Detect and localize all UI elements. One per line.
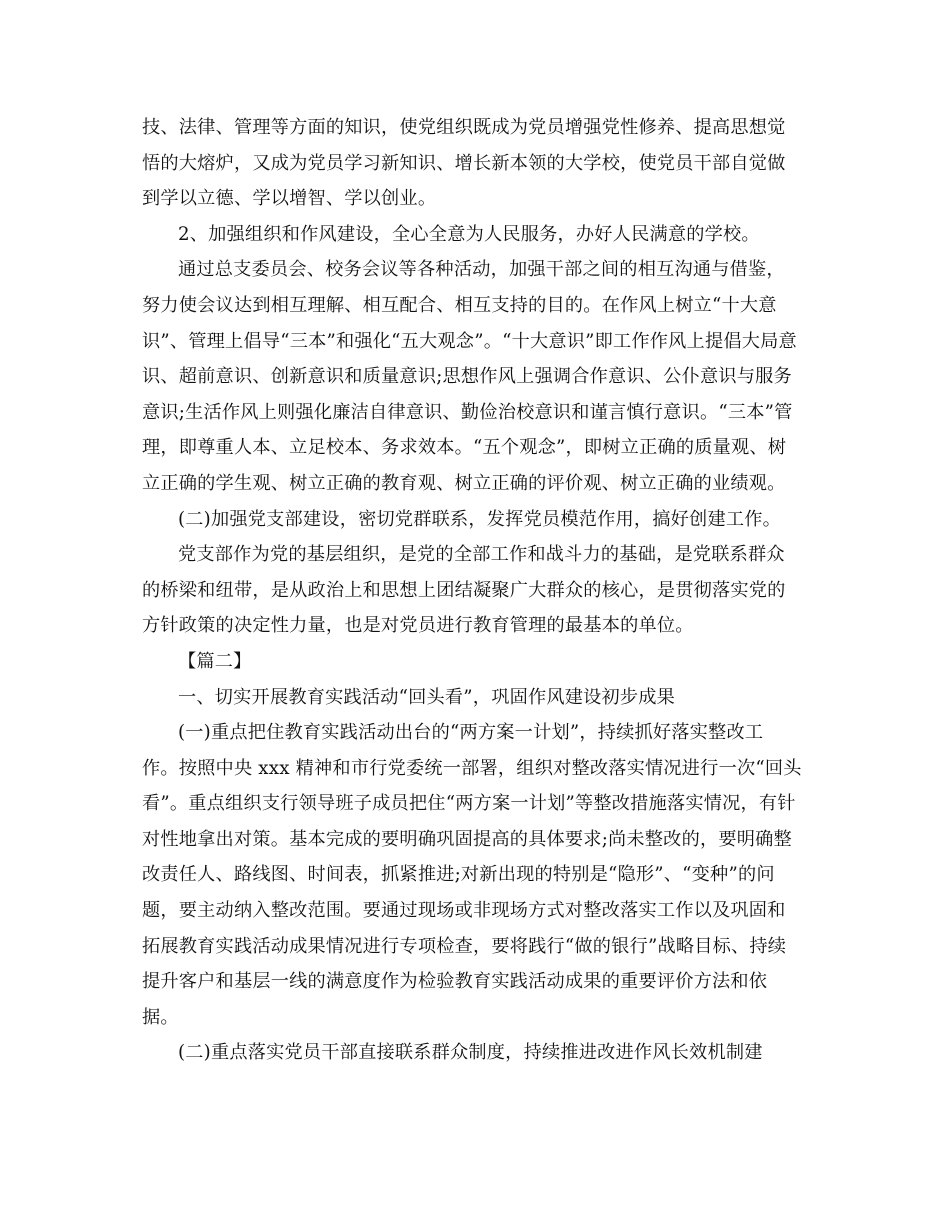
text-line: 看”。重点组织支行领导班子成员把住“两方案一计划”等整改措施落实情况，有针 <box>142 793 796 815</box>
text-line: 识”、管理上倡导“三本”和强化“五大观念”。“十大意识”即工作作风上提倡大局意 <box>142 330 797 352</box>
text-line: 据。 <box>142 1006 179 1028</box>
text-line: 对性地拿出对策。基本完成的要明确巩固提高的具体要求;尚未整改的，要明确整 <box>142 828 792 850</box>
paragraph-start: (二)重点落实党员干部直接联系群众制度，持续推进改进作风长效机制建 <box>178 1042 763 1064</box>
text-line: 到学以立德、学以增智、学以创业。 <box>142 188 437 210</box>
text-line: 提升客户和基层一线的满意度作为检验教育实践活动成果的重要评价方法和依 <box>142 971 768 993</box>
paragraph-start: 通过总支委员会、校务会议等各种活动，加强干部之间的相互沟通与借鉴， <box>178 259 785 281</box>
text-line: 努力使会议达到相互理解、相互配合、相互支持的目的。在作风上树立“十大意 <box>142 294 777 316</box>
text-line: 拓展教育实践活动成果情况进行专项检查，要将践行“做的银行”战略目标、持续 <box>142 935 787 957</box>
text-line: 作。按照中央 xxx 精神和市行党委统一部署，组织对整改落实情况进行一次“回头 <box>142 757 802 779</box>
document-body <box>142 110 802 1071</box>
section-heading: 2、加强组织和作风建设，全心全意为人民服务，办好人民满意的学校。 <box>178 223 760 245</box>
text-line: 技、法律、管理等方面的知识，使党组织既成为党员增强党性修养、提高思想觉 <box>142 117 786 138</box>
text-line: 题，要主动纳入整改范围。要通过现场或非现场方式对整改落实工作以及巩固和 <box>142 900 786 922</box>
text-line: 方针政策的决定性力量，也是对党员进行教育管理的最基本的单位。 <box>142 615 694 637</box>
paragraph-start: 党支部作为党的基层组织，是党的全部工作和战斗力的基础，是党联系群众 <box>178 544 785 566</box>
text-line: 改责任人、路线图、时间表，抓紧推进;对新出现的特别是“隐形”、“变种”的问 <box>142 864 775 886</box>
text-line: 意识;生活作风上则强化廉洁自律意识、勤俭治校意识和谨言慎行意识。“三本”管 <box>142 401 793 423</box>
paragraph-start: (一)重点把住教育实践活动出台的“两方案一计划”，持续抓好落实整改工 <box>178 722 764 744</box>
section-heading: 一、切实开展教育实践活动“回头看”，巩固作风建设初步成果 <box>178 686 676 708</box>
section-heading: (二)加强党支部建设，密切党群联系，发挥党员模范作用，搞好创建工作。 <box>178 508 781 530</box>
text-line: 理，即尊重人本、立足校本、务求效本。“五个观念”，即树立正确的质量观、树 <box>142 437 787 459</box>
text-line: 的桥梁和纽带，是从政治上和思想上团结凝聚广大群众的核心，是贯彻落实党的 <box>142 579 786 601</box>
text-line: 识、超前意识、创新意识和质量意识;思想作风上强调合作意识、公仆意识与服务 <box>142 366 792 388</box>
text-line: 立正确的学生观、树立正确的教育观、树立正确的评价观、树立正确的业绩观。 <box>142 472 786 494</box>
chapter-heading: 【篇二】 <box>178 650 252 672</box>
text-line: 悟的大熔炉，又成为党员学习新知识、增长新本领的大学校，使党员干部自觉做 <box>142 152 786 174</box>
